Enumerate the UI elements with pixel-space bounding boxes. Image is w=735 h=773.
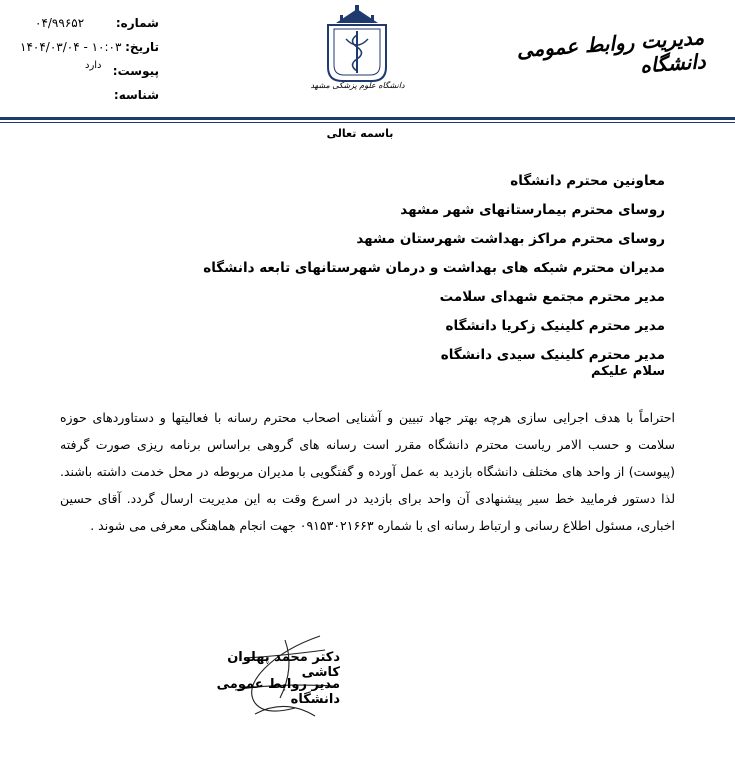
bismillah: باسمه تعالی [326, 127, 394, 140]
letter-body: احتراماً با هدف اجرایی سازی هرچه بهتر جهاد تبیین و آشنایی اصحاب محترم رسانه با فعالیتها و دستاوردهای حوزه سلامت و حسب الامر ریاست محترم دانشگاه مقرر است رسانه های گروهی براساس برنامه ریزی صورت گرفته (پیوست) از واحد های مختلف دانشگاه بازدید به عمل آورده و گفتگویی با مدیران مربوطه در محل خدمت داشته باشند. لذا دستور فرمایید خط سیر پیشنهادی آن واحد برای بازدید در اسرع وقت به این مدیریت ارسال گردد. آقای حسین اخباری، مسئول اطلاع رسانی و ارتباط رسانه ای با شماره ۰۹۱۵۳۰۲۱۶۶۳ جهت انجام هماهنگی معرفی می شوند . [60, 410, 675, 533]
signatory-title: مدیر روابط عمومی دانشگاه [216, 677, 340, 707]
addressee-line: معاونین محترم دانشگاه [510, 173, 665, 189]
greeting: سلام علیکم [591, 364, 665, 379]
header-rule-thin [0, 122, 735, 123]
addressee-list [165, 167, 665, 370]
addressee-line: مدیر محترم کلینیک زکریا دانشگاه [445, 318, 665, 334]
logo-caption: دانشگاه علوم پزشکی مشهد [310, 81, 405, 90]
signatory-name: دکتر محمد پهلوان کاشی [227, 650, 340, 680]
attachment-label: پیوست: [112, 64, 159, 78]
attachment-value: دارد [85, 60, 102, 71]
id-label: شناسه: [113, 88, 159, 102]
addressee-line: مدیر محترم مجتمع شهدای سلامت [439, 289, 665, 305]
header-rule [0, 117, 735, 120]
number-value: ۰۴/۹۹۶۵۲ [35, 16, 85, 30]
university-logo [322, 5, 392, 107]
addressee-line: روسای محترم مراکز بهداشت شهرستان مشهد [356, 231, 665, 247]
number-label: شماره: [115, 16, 159, 30]
addressee-line: مدیر محترم کلینیک سیدی دانشگاه [440, 347, 665, 363]
addressee-line: روسای محترم بیمارستانهای شهر مشهد [400, 202, 665, 218]
date-label: تاریخ: [125, 40, 159, 54]
department-title: مدیریت روابط عمومی دانشگاه [515, 25, 707, 78]
date-value: ۱۴۰۴/۰۳/۰۴ - ۱۰:۰۳ [20, 40, 122, 54]
addressee-line: مدیران محترم شبکه های بهداشت و درمان شهرستانهای تابعه دانشگاه [203, 260, 665, 276]
